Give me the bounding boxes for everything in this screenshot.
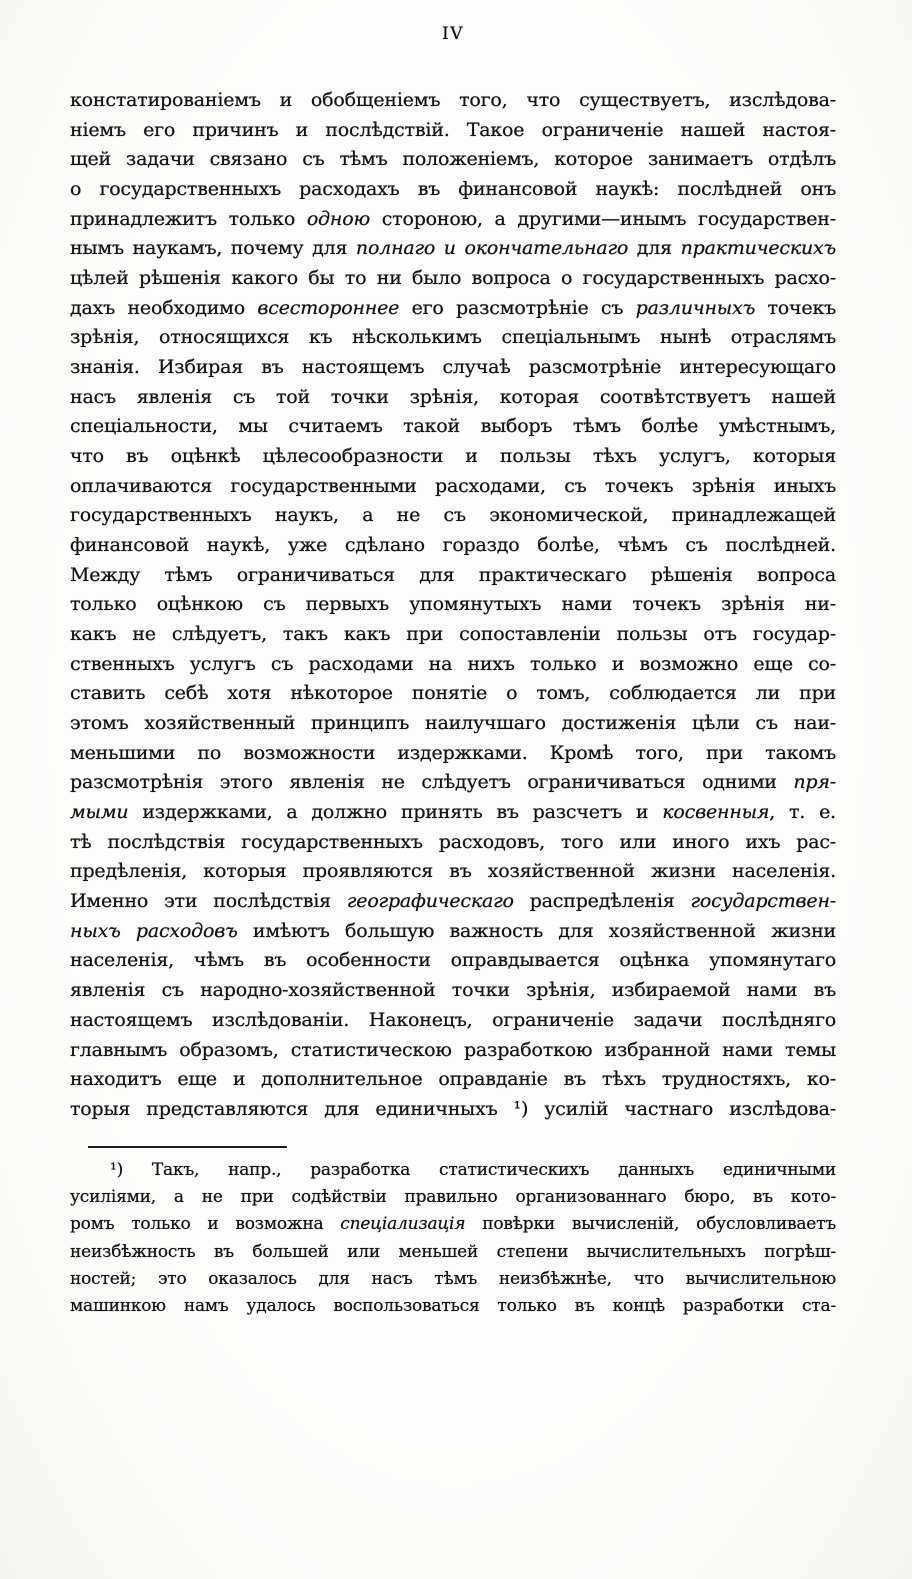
text-segment: только оцѣнкою съ первыхъ упомянутыхъ нами точекъ зрѣнія ни- xyxy=(70,593,836,616)
text-segment: что въ оцѣнкѣ цѣлесообразности и пользы тѣхъ услугъ, которыя xyxy=(70,445,836,468)
footnote-text-line xyxy=(70,1293,836,1320)
emphasized-text: косвенныя xyxy=(662,801,770,824)
text-segment: главнымъ образомъ, статистическою разработкою избранной нами темы xyxy=(70,1038,836,1061)
text-segment: распредѣленія xyxy=(513,890,691,913)
text-segment: меньшими по возможности издержками. Кромѣ того, при такомъ xyxy=(70,741,836,764)
text-segment: цѣлей рѣшенія какого бы то ни было вопроса о государственныхъ расхо- xyxy=(70,267,836,290)
emphasized-text: всестороннее xyxy=(257,296,400,319)
body-text-line xyxy=(70,798,836,828)
text-segment: ностей; это оказалось для насъ тѣмъ неизбѣжнѣе, что вычислительною xyxy=(70,1268,836,1289)
text-segment: его разсмотрѣніе съ xyxy=(399,296,636,319)
body-text-line xyxy=(70,828,836,858)
text-segment: неизбѣжность въ большей или меньшей степени вычислительныхъ погрѣш- xyxy=(70,1241,836,1262)
body-text-line xyxy=(70,116,836,146)
body-text-line xyxy=(70,917,836,947)
emphasized-text: государствен- xyxy=(690,890,836,913)
body-text-line xyxy=(70,679,836,709)
text-segment: оплачиваются государственными расходами, съ точекъ зрѣнія иныхъ xyxy=(70,474,836,497)
footnote-text-line xyxy=(70,1184,836,1211)
text-segment: настоящемъ изслѣдованіи. Наконецъ, ограниченіе задачи послѣдняго xyxy=(70,1008,836,1031)
text-segment: , т. е. xyxy=(769,801,836,824)
text-segment: государственныхъ наукъ, а не съ экономической, принадлежащей xyxy=(70,504,836,527)
text-segment: этомъ хозяйственный принципъ наилучшаго достиженія цѣли съ наи- xyxy=(70,712,836,735)
main-text-block xyxy=(70,86,836,1125)
text-segment: торыя представляются для единичныхъ ¹) усилій частнаго изслѣдова- xyxy=(70,1097,836,1120)
text-segment: какъ не слѣдуетъ, такъ какъ при сопоставленіи пользы отъ государ- xyxy=(70,623,836,646)
text-segment: насъ явленія съ той точки зрѣнія, которая соотвѣтствуетъ нашей xyxy=(70,385,836,408)
body-text-line xyxy=(70,323,836,353)
text-segment: явленія съ народно-хозяйственной точки зрѣнія, избираемой нами въ xyxy=(70,979,836,1002)
emphasized-text: спеціализація xyxy=(340,1214,466,1235)
text-segment: констатированіемъ и обобщеніемъ того, что существуетъ, изслѣдова- xyxy=(70,89,836,111)
body-text-line xyxy=(70,264,836,294)
emphasized-text: ныхъ расходовъ xyxy=(70,919,238,942)
text-segment: разсмотрѣнія этого явленія не слѣдуетъ ограничиваться одними xyxy=(70,771,794,794)
text-segment: дахъ необходимо xyxy=(70,296,258,319)
footnote-block xyxy=(70,1157,836,1320)
footnote-separator-rule xyxy=(88,1146,287,1148)
body-text-line xyxy=(70,739,836,769)
body-text-line xyxy=(70,887,836,917)
text-segment: финансовой наукѣ, уже сдѣлано гораздо болѣе, чѣмъ съ послѣдней. xyxy=(70,534,836,557)
emphasized-text: полнаго и окончательнаго xyxy=(355,237,629,260)
body-text-line xyxy=(70,353,836,383)
body-text-line xyxy=(70,1065,836,1095)
text-segment: Между тѣмъ ограничиваться для практическаго рѣшенія вопроса xyxy=(70,563,836,586)
text-segment: ственныхъ услугъ съ расходами на нихъ только и возможно еще со- xyxy=(70,652,836,675)
text-segment: населенія, чѣмъ въ особенности оправдывается оцѣнка упомянутаго xyxy=(70,949,836,972)
body-text-line xyxy=(70,234,836,264)
text-segment: зрѣнія, относящихся къ нѣсколькимъ спеціальнымъ нынѣ отраслямъ xyxy=(70,326,836,349)
body-text-line xyxy=(70,620,836,650)
body-text-line xyxy=(70,294,836,324)
text-segment: стороною, а другими—инымъ государствен- xyxy=(369,207,836,230)
text-segment: имѣютъ большую важность для хозяйственной жизни xyxy=(237,919,836,942)
body-text-line xyxy=(70,383,836,413)
body-text-line xyxy=(70,561,836,591)
text-segment: ставить себѣ хотя нѣкоторое понятіе о томъ, соблюдается ли при xyxy=(70,682,836,705)
body-text-line xyxy=(70,857,836,887)
text-segment: машинкою намъ удалось воспользоваться только въ концѣ разработки ста- xyxy=(70,1295,836,1316)
emphasized-text: мыми xyxy=(70,801,129,824)
body-text-line xyxy=(70,650,836,680)
text-segment: о государственныхъ расходахъ въ финансовой наукѣ: послѣдней онъ xyxy=(70,178,836,201)
body-text-line xyxy=(70,768,836,798)
text-segment: щей задачи связано съ тѣмъ положеніемъ, которое занимаетъ отдѣлъ xyxy=(70,148,836,171)
footnote-text-line xyxy=(70,1239,836,1266)
emphasized-text: практическихъ xyxy=(680,237,836,260)
emphasized-text: географическаго xyxy=(346,890,514,913)
body-text-line xyxy=(70,531,836,561)
text-segment: повѣрки вычисленій, обусловливаетъ xyxy=(465,1214,836,1235)
body-text-line xyxy=(70,86,836,116)
footnote-text-line xyxy=(70,1211,836,1238)
body-text-line xyxy=(70,442,836,472)
text-segment: ніемъ его причинъ и послѣдствій. Такое ограниченіе нашей настоя- xyxy=(70,118,836,141)
text-segment: спеціальности, мы считаемъ такой выборъ тѣмъ болѣе умѣстнымъ, xyxy=(70,415,836,438)
body-text-line xyxy=(70,472,836,502)
emphasized-text: различныхъ xyxy=(635,296,756,319)
body-text-line xyxy=(70,709,836,739)
text-segment: ¹) Такъ, напр., разработка статистическихъ данныхъ единичными xyxy=(110,1160,836,1180)
text-segment: Именно эти послѣдствія xyxy=(70,890,347,913)
footnote-text-line xyxy=(70,1266,836,1293)
text-segment: для xyxy=(628,237,681,260)
text-segment: тѣ послѣдствія государственныхъ расходовъ, того или иного ихъ рас- xyxy=(70,830,836,853)
body-text-line xyxy=(70,976,836,1006)
body-text-line xyxy=(70,946,836,976)
body-text-line xyxy=(70,412,836,442)
body-text-line xyxy=(70,1036,836,1066)
text-segment: знанія. Избирая въ настоящемъ случаѣ разсмотрѣніе интересующаго xyxy=(70,356,836,379)
body-text-line xyxy=(70,205,836,235)
body-text-line xyxy=(70,590,836,620)
text-segment: издержками, а должно принять въ разсчетъ и xyxy=(128,801,663,824)
body-text-line xyxy=(70,175,836,205)
text-segment: ромъ только и возможна xyxy=(70,1214,341,1235)
body-text-line xyxy=(70,145,836,175)
footnote-text-line xyxy=(70,1157,836,1184)
text-segment: усиліями, а не при содѣйствіи правильно организованнаго бюро, въ кото- xyxy=(70,1187,836,1208)
text-segment: точекъ xyxy=(755,296,836,319)
text-segment: находитъ еще и дополнительное оправданіе въ тѣхъ трудностяхъ, ко- xyxy=(70,1068,836,1091)
emphasized-text: пря- xyxy=(793,771,836,794)
text-segment: принадлежитъ только xyxy=(70,207,307,230)
page-number: IV xyxy=(442,24,464,44)
body-text-line xyxy=(70,501,836,531)
emphasized-text: одною xyxy=(306,207,370,230)
text-segment: предѣленія, которыя проявляются въ хозяйственной жизни населенія. xyxy=(70,860,836,883)
text-segment: нымъ наукамъ, почему для xyxy=(70,237,356,260)
body-text-line xyxy=(70,1095,836,1125)
body-text-line xyxy=(70,1006,836,1036)
